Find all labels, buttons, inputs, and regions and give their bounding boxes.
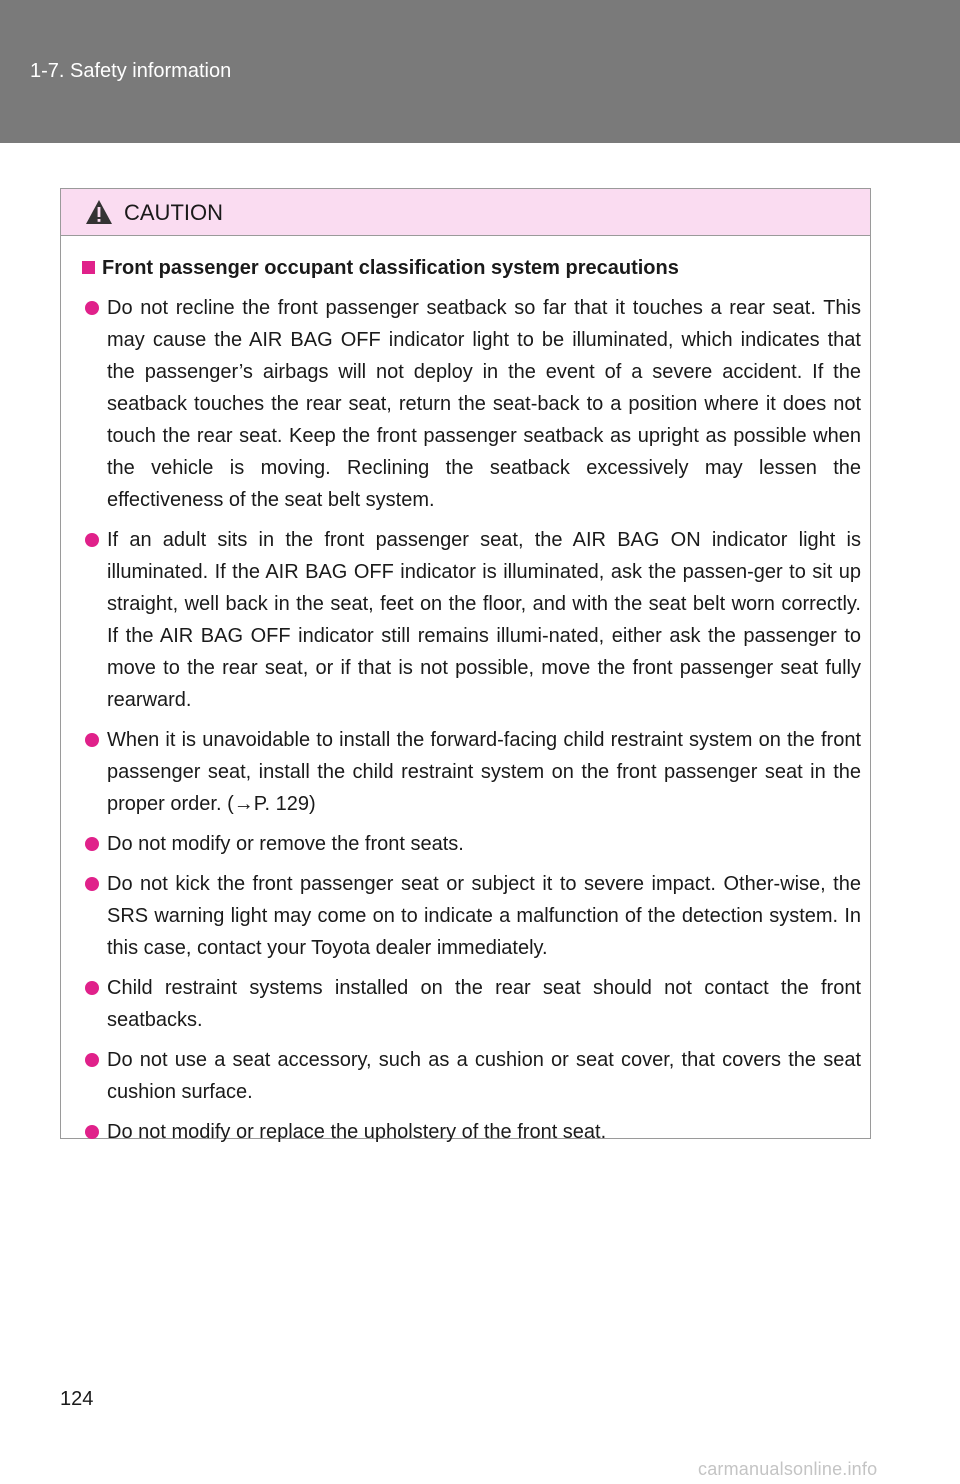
- watermark: carmanualsonline.info: [698, 1459, 878, 1479]
- list-item-text: Do not modify or replace the upholstery of the front seat.: [107, 1121, 607, 1143]
- list-item: [85, 524, 861, 716]
- list-item-text: Do not use a seat accessory, such as a cushion or seat cover, that covers the seat cushion surface.: [107, 1049, 861, 1103]
- bullet-icon: [85, 733, 99, 747]
- list-item: [85, 972, 861, 1036]
- list-item: [85, 828, 861, 860]
- list-item-text: Do not modify or remove the front seats.: [107, 833, 464, 855]
- bullet-icon: [85, 837, 99, 851]
- bullet-icon: [85, 877, 99, 891]
- list-item: [85, 868, 861, 964]
- bullet-icon: [85, 1053, 99, 1067]
- bullet-icon: [85, 1125, 99, 1139]
- caution-list: [85, 292, 861, 1156]
- list-item: [85, 724, 861, 820]
- list-item-text: Do not recline the front passenger seatback so far that it touches a rear seat. This may cause the AIR BAG OFF indicator light to be illuminated, which indicates that the passenger’s airbags will not deploy in the event of a severe accident. If the seatback touches the rear seat, return the seat-back to a position where it does not touch the rear seat. Keep the front passenger seatback as upright as possible when the vehicle is moving. Reclining the seatback excessively may lessen the effectiveness of the seat belt system.: [107, 297, 861, 511]
- caution-box: [60, 188, 871, 1143]
- precautions-heading: [82, 257, 679, 280]
- list-item-text: Do not kick the front passenger seat or subject it to severe impact. Other-wise, the SRS warning light may come on to indicate a malfunction of the detection system. In this case, contact your Toyota dealer immediately.: [107, 873, 861, 959]
- section-title-header: 1-7. Safety information: [30, 60, 232, 82]
- list-item-text: When it is unavoidable to install the forward-facing child restraint system on the front passenger seat, install the child restraint system on the front passenger seat in the proper order. (→P. 129): [107, 729, 861, 815]
- bullet-icon: [85, 301, 99, 315]
- warning-triangle-icon: [85, 199, 113, 225]
- square-bullet-icon: [82, 261, 95, 274]
- caution-label: CAUTION: [124, 200, 223, 225]
- precautions-heading-text: Front passenger occupant classification system precautions: [102, 257, 679, 279]
- page-header: [0, 0, 960, 143]
- list-item: [85, 1044, 861, 1108]
- bullet-icon: [85, 533, 99, 547]
- list-item: [85, 292, 861, 516]
- bullet-icon: [85, 981, 99, 995]
- page-number: 124: [60, 1388, 94, 1410]
- list-item-text: Child restraint systems installed on the rear seat should not contact the front seatbacks.: [107, 977, 861, 1031]
- caution-header: [61, 189, 870, 236]
- list-item: [85, 1116, 861, 1148]
- list-item-text: If an adult sits in the front passenger seat, the AIR BAG ON indicator light is illuminated. If the AIR BAG OFF indicator is illuminated, ask the passen-ger to sit up straight, well back in the seat, feet on the floor, and with the seat belt worn correctly. If the AIR BAG OFF indicator still remains illumi-nated, either ask the passenger to move to the rear seat, or if that is not possible, move the front passenger seat fully rearward.: [107, 529, 861, 711]
